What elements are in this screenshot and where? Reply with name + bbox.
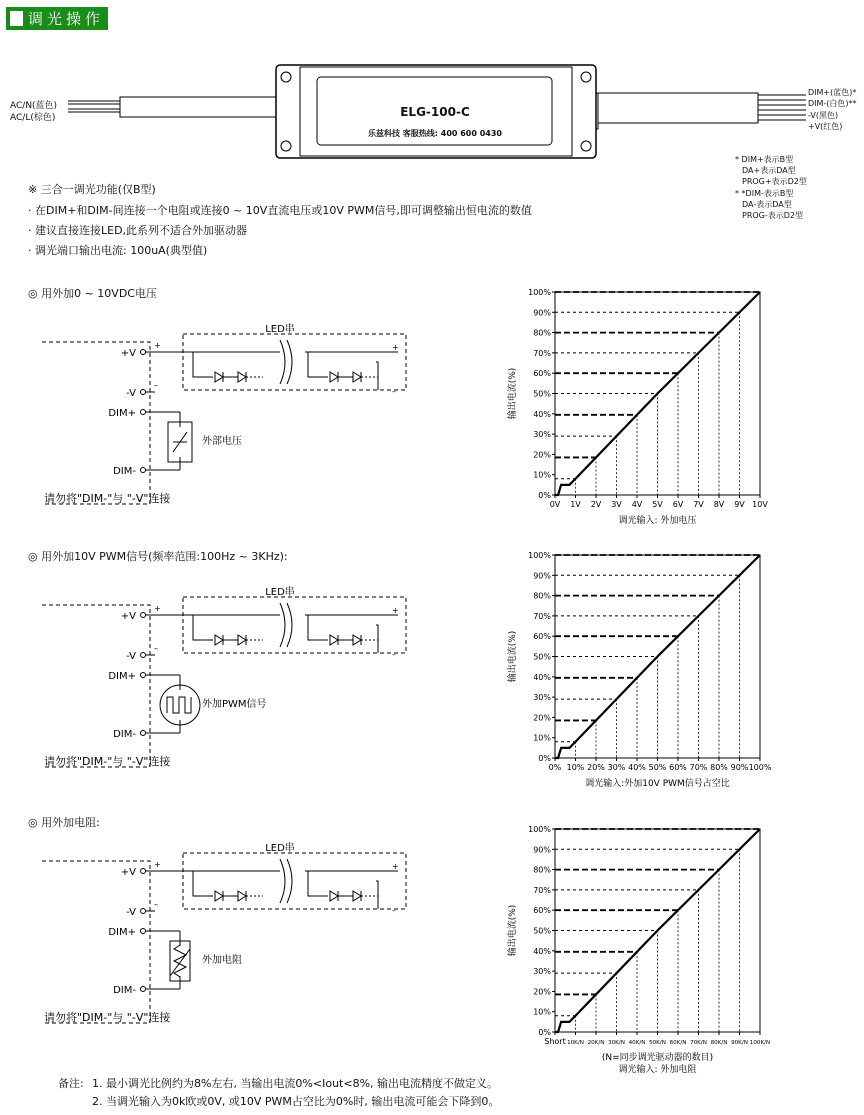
circuit-label: 外加电阻	[202, 955, 242, 966]
x-tick-label: 0%	[548, 763, 562, 772]
x-tick-label: 0V	[549, 500, 561, 509]
chart-voltage	[500, 280, 790, 535]
x-tick-label: 70%	[689, 763, 708, 772]
circuit-label: LED串	[265, 587, 295, 598]
x-tick-label: 4V	[631, 500, 643, 509]
header-square-icon	[10, 11, 23, 26]
circuit-voltage	[40, 322, 420, 507]
x-tick-label: 1V	[570, 500, 581, 509]
y-tick-label: 30%	[533, 693, 551, 703]
section-title: 调光操作	[28, 10, 105, 28]
note-item: 2. 当调光输入为0k欧或0V, 或10V PWM占空比为0%时, 输出电流可能会下降到0。	[92, 1095, 500, 1108]
x-tick-label: 90%	[730, 763, 749, 772]
y-axis-label: 输出电流(%)	[508, 630, 518, 683]
x-axis-label: 调光输入: 外加电压	[618, 516, 697, 526]
y-tick-label: 80%	[533, 865, 551, 875]
y-tick-label: 20%	[533, 450, 551, 460]
feature-item: · 建议直接连接LED,此系列不适合外加驱动器	[28, 224, 248, 237]
y-tick-label: 100%	[528, 551, 551, 560]
circuit-label: 请勿将"DIM-"与 "-V"连接	[44, 755, 171, 768]
x-tick-label: 3V	[611, 500, 622, 509]
y-tick-label: 40%	[533, 409, 551, 419]
y-tick-label: 40%	[533, 946, 551, 956]
circuit-label: –	[392, 906, 396, 915]
chart-svg	[500, 543, 790, 803]
circuit-label: DIM-	[113, 729, 136, 740]
circuit-label: +V	[120, 348, 136, 359]
x-tick-label: 2V	[590, 500, 602, 509]
x-tick-label: 80K/N	[710, 1040, 728, 1046]
notes-label: 备注:	[58, 1077, 84, 1090]
section-title-resistor: ◎ 用外加电阻:	[28, 816, 100, 829]
circuit-label: –	[154, 381, 158, 390]
footnote: DA+表示DA型	[742, 166, 796, 175]
footnote: DA-表示DA型	[742, 200, 792, 209]
section-title-pwm: ◎ 用外加10V PWM信号(频率范围:100Hz ~ 3KHz):	[28, 550, 288, 563]
circuit-label: 外部电压	[202, 436, 242, 447]
x-tick-label: 90K/N	[731, 1040, 748, 1046]
circuit-label: DIM-	[113, 985, 136, 996]
x-tick-label: 30%	[607, 763, 626, 772]
section-title-voltage: ◎ 用外加0 ~ 10VDC电压	[28, 287, 157, 300]
circuit-resistor	[40, 841, 420, 1026]
x-tick-label: 50K/N	[649, 1040, 666, 1046]
y-tick-label: 70%	[533, 885, 551, 895]
circuit-label: +	[154, 860, 161, 869]
x-tick-label: 5V	[652, 500, 663, 509]
y-tick-label: 100%	[528, 825, 551, 834]
x-tick-label: Short	[544, 1037, 566, 1046]
y-tick-label: 50%	[533, 652, 551, 662]
x-tick-label: 10%	[566, 763, 585, 772]
x-tick-label: 30K/N	[608, 1040, 625, 1046]
x-tick-label: 60K/N	[669, 1040, 687, 1046]
y-tick-label: 0%	[538, 1028, 551, 1037]
y-tick-label: 20%	[533, 987, 551, 997]
wire-label-nv: -V(黑色)	[808, 111, 839, 120]
y-tick-label: 60%	[533, 632, 551, 642]
footnote: * DIM+表示B型	[735, 155, 794, 164]
y-tick-label: 100%	[528, 288, 551, 297]
y-tick-label: 50%	[533, 389, 551, 399]
circuit-svg	[40, 322, 420, 507]
x-tick-label: 40K/N	[628, 1040, 646, 1046]
circuit-label: –	[154, 644, 158, 653]
feature-item: · 在DIM+和DIM-间连接一个电阻或连接0 ~ 10V直流电压或10V PWM信号,即可调整输出恒电流的数值	[28, 204, 532, 217]
circuit-label: DIM+	[108, 408, 136, 419]
circuit-label: -V	[126, 907, 136, 918]
y-tick-label: 80%	[533, 328, 551, 338]
circuit-label: –	[392, 650, 396, 659]
x-tick-label: 100%	[748, 763, 772, 772]
feature-item: · 调光端口输出电流: 100uA(典型值)	[28, 244, 208, 257]
y-tick-label: 0%	[538, 754, 551, 763]
x-tick-label: 20%	[587, 763, 605, 772]
y-tick-label: 90%	[533, 845, 551, 855]
circuit-label: +	[392, 862, 399, 871]
wire-label-acn: AC/N(蓝色)	[10, 101, 58, 111]
y-tick-label: 20%	[533, 713, 551, 723]
x-axis-label: 调光输入:外加10V PWM信号占空比	[585, 779, 730, 789]
x-tick-label: 70K/N	[690, 1040, 707, 1046]
x-tick-label: 10K/N	[567, 1040, 584, 1046]
x-tick-label: 40%	[628, 763, 646, 772]
circuit-label: DIM-	[113, 466, 136, 477]
x-tick-label: 20K/N	[587, 1040, 605, 1046]
note-item: 1. 最小调光比例约为8%左右, 当输出电流0%<Iout<8%, 输出电流精度不做定义。	[92, 1077, 499, 1090]
circuit-label: –	[154, 900, 158, 909]
y-tick-label: 60%	[533, 369, 551, 379]
wire-label-pv: +V(红色)	[808, 122, 843, 131]
x-tick-label: 6V	[672, 500, 684, 509]
device-company-line: 乐兹科技 客服热线: 400 600 0430	[367, 129, 502, 138]
circuit-label: 请勿将"DIM-"与 "-V"连接	[44, 1011, 171, 1024]
circuit-label: +	[392, 606, 399, 615]
footnote: PROG+表示D2型	[742, 177, 807, 186]
circuit-label: DIM+	[108, 671, 136, 682]
device-model: ELG-100-C	[400, 105, 470, 119]
y-tick-label: 0%	[538, 491, 551, 500]
y-tick-label: 80%	[533, 591, 551, 601]
features-heading: ※ 三合一调光功能(仅B型)	[28, 183, 156, 196]
x-tick-label: 10V	[752, 500, 768, 509]
y-tick-label: 10%	[533, 1007, 551, 1017]
x-tick-label: 80%	[710, 763, 728, 772]
circuit-label: -V	[126, 388, 136, 399]
y-tick-label: 90%	[533, 308, 551, 318]
circuit-label: +	[392, 343, 399, 352]
y-tick-label: 30%	[533, 967, 551, 977]
circuit-pwm	[40, 585, 420, 770]
y-tick-label: 70%	[533, 348, 551, 358]
chart-svg	[500, 817, 790, 1087]
circuit-label: +	[154, 341, 161, 350]
circuit-svg	[40, 841, 420, 1026]
circuit-label: LED串	[265, 843, 295, 854]
wire-label-dimn: DIM-(白色)**	[808, 99, 857, 108]
y-tick-label: 90%	[533, 571, 551, 581]
wire-label-acl: AC/L(棕色)	[10, 113, 56, 123]
circuit-label: 外加PWM信号	[202, 699, 267, 710]
section-header	[6, 7, 108, 30]
y-axis-label: 输出电流(%)	[508, 367, 518, 420]
y-tick-label: 10%	[533, 733, 551, 743]
circuit-label: DIM+	[108, 927, 136, 938]
chart-svg	[500, 280, 790, 535]
circuit-label: LED串	[265, 324, 295, 335]
footnote: * *DIM-表示B型	[735, 189, 794, 198]
circuit-svg	[40, 585, 420, 770]
circuit-label: -V	[126, 651, 136, 662]
footnote: PROG-表示D2型	[742, 211, 804, 220]
circuit-label: +V	[120, 867, 136, 878]
y-tick-label: 70%	[533, 611, 551, 621]
x-tick-label: 9V	[734, 500, 745, 509]
circuit-label: –	[392, 387, 396, 396]
circuit-label: 请勿将"DIM-"与 "-V"连接	[44, 492, 171, 505]
y-axis-label: 输出电流(%)	[508, 904, 518, 957]
chart-resistor	[500, 817, 790, 1087]
y-tick-label: 30%	[533, 430, 551, 440]
x-tick-label: 8V	[713, 500, 725, 509]
x-tick-label: 100K/N	[749, 1040, 771, 1046]
circuit-label: +V	[120, 611, 136, 622]
y-tick-label: 10%	[533, 470, 551, 480]
y-tick-label: 50%	[533, 926, 551, 936]
x-axis-label: 调光输入: 外加电阻	[618, 1065, 697, 1075]
x-tick-label: 7V	[693, 500, 704, 509]
x-axis-label: (N=同步调光驱动器的数目)	[601, 1053, 714, 1063]
y-tick-label: 40%	[533, 672, 551, 682]
x-tick-label: 50%	[648, 763, 667, 772]
x-tick-label: 60%	[669, 763, 687, 772]
wire-label-dimp: DIM+(蓝色)*	[808, 88, 857, 97]
circuit-label: +	[154, 604, 161, 613]
y-tick-label: 60%	[533, 906, 551, 916]
chart-pwm	[500, 543, 790, 803]
